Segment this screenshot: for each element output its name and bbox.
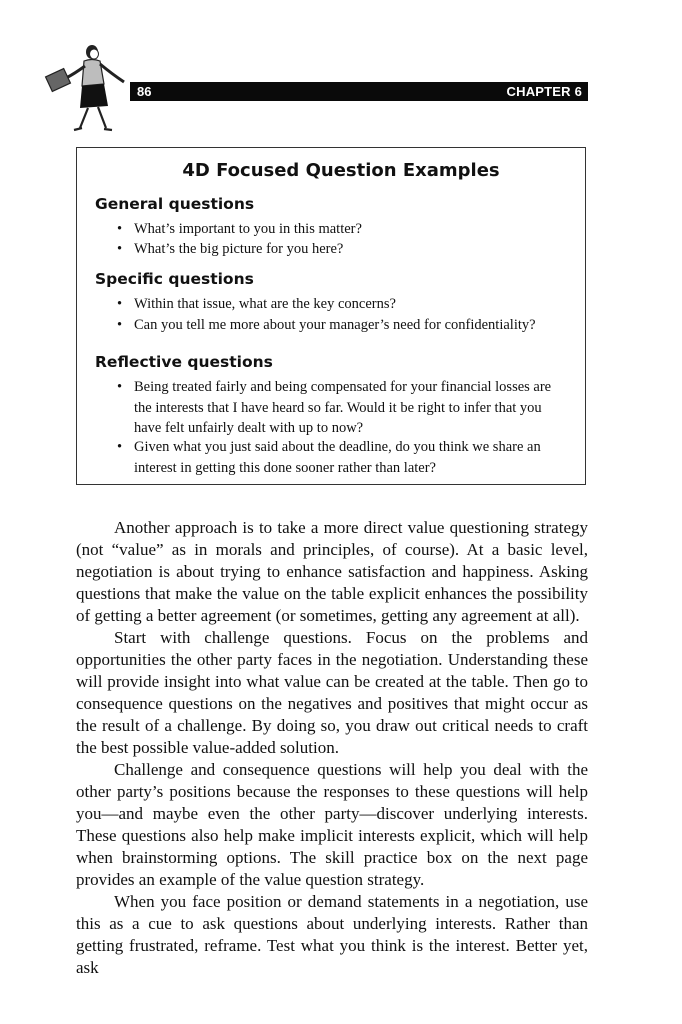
list-item [117,437,565,478]
list-item-text: What’s the big picture for you here? [134,241,344,257]
section-heading-general: General questions [95,195,255,213]
list-item-text: What’s important to you in this matter? [134,221,362,237]
list-item-text: Given what you just said about the deadline, do you think we share an interest in getting this done sooner rather than later? [134,439,541,476]
bullet-icon: • [117,439,123,455]
body-text [76,517,588,979]
section-heading-reflective: Reflective questions [95,353,273,371]
list-item [117,315,577,336]
list-item [117,219,577,240]
paragraph: Another approach is to take a more direct value questioning strategy (not “value” as in morals and principles, of course). At a basic level, negotiation is about trying to enhance satisfaction and happiness. Asking questions that make the value on the table explicit enhances the possibility of getting a better agreement (or sometimes, getting any agreement at all). [76,518,588,625]
list-item-text: Can you tell me more about your manager’s need for confidentiality? [134,317,536,333]
chapter-label: CHAPTER 6 [506,84,582,99]
section-heading-specific: Specific questions [95,270,254,288]
box-title: 4D Focused Question Examples [182,160,500,181]
paragraph: Start with challenge questions. Focus on the problems and opportunities the other party faces in the negotiation. Understanding these will provide insight into what value can be created at the table. Then go to consequence questions on the negatives and positives that might occur as the result of a challenge. By doing so, you draw out critical needs to craft the best possible value-added solution. [76,628,588,757]
woman-with-briefcase-icon [44,44,126,134]
list-item [117,377,565,439]
bullet-icon: • [117,296,123,312]
list-item [117,294,577,315]
paragraph: When you face position or demand statements in a negotiation, use this as a cue to ask questions about underlying interests. Rather than getting frustrated, reframe. Test what you think is the interest. Better yet, ask [76,892,588,977]
paragraph: Challenge and consequence questions will help you deal with the other party’s positions because the responses to these questions will help you—and maybe even the other party—discover underlying interests. These questions also help make implicit interests explicit, which will help when brainstorming options. The skill practice box on the next page provides an example of the value question strategy. [76,760,588,889]
list-item [117,239,577,260]
list-item-text: Being treated fairly and being compensated for your financial losses are the interests that I have heard so far. Would it be right to infer that you have felt unfairly dealt with up to now? [134,379,552,436]
bullet-icon: • [117,241,123,257]
page-number: 86 [137,84,152,99]
list-item-text: Within that issue, what are the key concerns? [134,296,396,312]
bullet-icon: • [117,379,123,395]
bullet-icon: • [117,317,123,333]
running-header-bar [130,82,588,101]
bullet-icon: • [117,221,123,237]
